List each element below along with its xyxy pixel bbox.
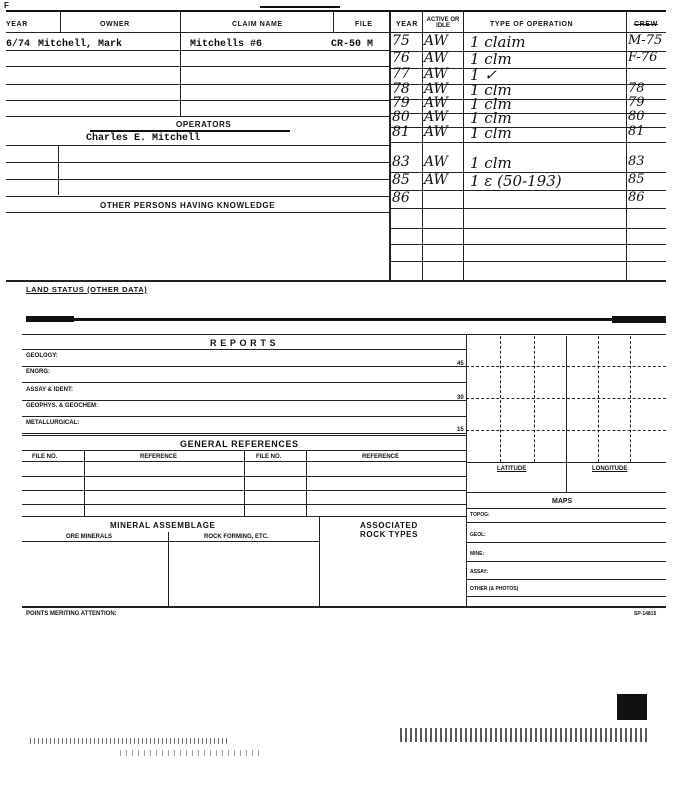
op-type: 1 clm — [470, 154, 512, 172]
op-status: AW — [424, 124, 448, 140]
maps-row-label: GEOL: — [470, 532, 486, 538]
grid-line — [566, 462, 567, 492]
op-status: AW — [424, 33, 448, 49]
header-owner: OWNER — [100, 21, 130, 28]
form-divider — [58, 145, 59, 195]
op-crew: 83 — [628, 154, 645, 169]
op-status: AW — [424, 95, 448, 111]
form-rule — [6, 50, 390, 51]
form-rule — [22, 435, 466, 436]
report-row-label: ENGRG: — [26, 369, 50, 375]
op-type: 1 clm — [470, 124, 512, 142]
op-crew: 81 — [628, 124, 645, 139]
points-meriting-attention: POINTS MERITING ATTENTION: — [26, 611, 117, 617]
grid-line — [630, 336, 631, 462]
form-number: SP-14815 — [634, 611, 657, 617]
report-row-label: GEOLOGY: — [26, 353, 58, 359]
scan-noise-bottom — [120, 750, 260, 756]
land-status-rule — [6, 280, 666, 282]
op-status: AW — [424, 66, 448, 82]
op-type: 1 ✓ — [470, 66, 497, 84]
maps-row-label: ASSAY: — [470, 569, 489, 575]
form-rule — [22, 516, 466, 517]
maps-title: MAPS — [552, 498, 573, 505]
other-persons-rule — [6, 196, 390, 197]
scan-noise-land — [30, 318, 650, 321]
report-row-rule — [22, 416, 466, 417]
reports-top — [22, 334, 666, 335]
header-divider — [180, 12, 181, 32]
form-rule — [6, 179, 390, 180]
op-crew: F-76 — [628, 50, 658, 65]
owner-year: 6/74 — [6, 39, 31, 50]
grid-line — [566, 336, 567, 462]
grid-line — [598, 336, 599, 462]
grid-line — [466, 430, 666, 431]
ore-minerals-label: ORE MINERALS — [66, 534, 113, 540]
header-divider — [333, 12, 334, 32]
gr-col-ref1: REFERENCE — [140, 454, 178, 460]
grid-line — [534, 336, 535, 462]
gr-col-ref2: REFERENCE — [362, 454, 400, 460]
op-year: 86 — [392, 190, 410, 206]
gr-col-file1: FILE NO. — [32, 454, 58, 460]
status-col-divider — [463, 12, 464, 280]
op-year: 76 — [392, 50, 410, 66]
op-crew: 85 — [628, 172, 645, 187]
report-row-rule — [22, 382, 466, 383]
form-rule — [466, 492, 666, 493]
op-type: 1 clm — [470, 81, 512, 99]
rock-types-label: ROCK TYPES — [360, 530, 419, 539]
scale-15: 15 — [457, 427, 464, 433]
operation-row-rule — [390, 190, 666, 191]
op-status: AW — [424, 109, 448, 125]
top-mark: F — [4, 1, 9, 10]
header-year2: YEAR — [396, 21, 418, 28]
report-row-label: GEOPHYS. & GEOCHEM: — [26, 403, 99, 409]
report-row-rule — [22, 433, 466, 434]
op-type: 1 clm — [470, 95, 512, 113]
land-status-label: LAND STATUS (OTHER DATA) — [26, 285, 148, 294]
year-col-divider — [422, 12, 423, 280]
op-type: 1 claim — [470, 33, 526, 51]
op-year: 85 — [392, 172, 410, 188]
gr-col-file2: FILE NO. — [256, 454, 282, 460]
op-year: 81 — [392, 124, 410, 140]
op-crew: M-75 — [628, 33, 663, 48]
other-persons-label: OTHER PERSONS HAVING KNOWLEDGE — [100, 201, 276, 210]
points-rule — [22, 606, 666, 608]
scale-30: 30 — [457, 395, 464, 401]
crew-col-divider — [626, 12, 627, 280]
form-rule — [6, 100, 390, 101]
op-year: 83 — [392, 154, 410, 170]
form-rule — [6, 162, 390, 163]
form-rule — [6, 212, 390, 213]
claim-name: Mitchells #6 — [190, 39, 263, 50]
scan-noise-bottom — [400, 728, 650, 742]
form-divider — [244, 450, 245, 516]
scan-noise-left — [26, 316, 74, 322]
grid-line — [500, 336, 501, 462]
form-divider — [319, 516, 320, 606]
scan-noise-right — [612, 316, 666, 323]
grid-line — [466, 334, 467, 606]
op-year: 75 — [392, 33, 410, 49]
form-divider — [180, 32, 181, 116]
form-divider — [84, 450, 85, 516]
form-rule — [22, 541, 320, 542]
op-type: 1 clm — [470, 109, 512, 127]
header-active-idle: ACTIVE OR IDLE — [426, 17, 460, 29]
file-number: CR-50 M — [331, 39, 374, 50]
op-year: 80 — [392, 109, 410, 125]
header-underline — [6, 32, 666, 33]
op-year: 79 — [392, 95, 410, 111]
operators-label: OPERATORS — [176, 120, 232, 129]
owner-name: Mitchell, Mark — [38, 39, 123, 50]
form-rule — [22, 349, 466, 350]
maps-row-label: MINE: — [470, 551, 485, 557]
header-crew: CREW — [634, 21, 658, 28]
form-rule — [6, 145, 390, 146]
grid-line — [466, 398, 666, 399]
top-border — [6, 10, 666, 12]
scan-blot — [617, 694, 647, 720]
main-divider — [389, 12, 391, 280]
header-type-of-operation: TYPE OF OPERATION — [490, 21, 574, 28]
report-row-label: ASSAY & IDENT: — [26, 387, 74, 393]
report-row-label: METALLURGICAL: — [26, 420, 80, 426]
maps-row-rule — [466, 561, 666, 562]
latitude-label: LATITUDE — [497, 466, 527, 472]
maps-row-label: TOPOG: — [470, 512, 490, 518]
maps-row-rule — [466, 579, 666, 580]
general-references-title: GENERAL REFERENCES — [180, 439, 299, 449]
header-divider — [60, 12, 61, 32]
op-status: AW — [424, 50, 448, 66]
maps-row-rule — [466, 542, 666, 543]
maps-row-rule — [466, 522, 666, 523]
scan-noise-top — [260, 6, 340, 8]
form-rule — [390, 228, 666, 229]
form-rule — [6, 66, 390, 67]
form-rule — [6, 84, 390, 85]
op-status: AW — [424, 172, 448, 188]
scale-45: 45 — [457, 361, 464, 367]
header-file: FILE — [355, 21, 373, 28]
report-row-rule — [22, 366, 466, 367]
op-year: 77 — [392, 66, 410, 82]
op-year: 78 — [392, 81, 410, 97]
scan-noise-bottom — [30, 738, 230, 744]
rock-forming-label: ROCK FORMING, ETC. — [204, 534, 269, 540]
header-claim-name: CLAIM NAME — [232, 21, 283, 28]
maps-row-label: OTHER (& PHOTOS) — [470, 586, 519, 592]
reports-title: R E P O R T S — [210, 338, 277, 348]
op-crew: 80 — [628, 109, 645, 124]
header-year: YEAR — [6, 21, 28, 28]
op-type: 1 ε (50-193) — [470, 172, 562, 190]
op-status: AW — [424, 81, 448, 97]
op-crew: 78 — [628, 81, 645, 96]
form-rule — [466, 508, 666, 509]
operation-row-rule — [390, 208, 666, 209]
form-divider — [168, 532, 169, 606]
longitude-label: LONGITUDE — [592, 466, 628, 472]
mineral-assemblage-title: MINERAL ASSEMBLAGE — [110, 521, 216, 530]
form-rule — [390, 261, 666, 262]
grid-line — [466, 366, 666, 367]
op-type: 1 clm — [470, 50, 512, 68]
associated-label: ASSOCIATED — [360, 521, 418, 530]
scan-noise — [90, 130, 290, 132]
form-divider — [306, 450, 307, 516]
op-crew: 79 — [628, 95, 645, 110]
operators-rule — [6, 116, 390, 117]
report-row-rule — [22, 400, 466, 401]
op-status: AW — [424, 154, 448, 170]
operator-name: Charles E. Mitchell — [86, 133, 201, 144]
form-rule — [390, 244, 666, 245]
operation-row-rule — [390, 142, 666, 143]
op-crew: 86 — [628, 190, 645, 205]
maps-row-rule — [466, 596, 666, 597]
